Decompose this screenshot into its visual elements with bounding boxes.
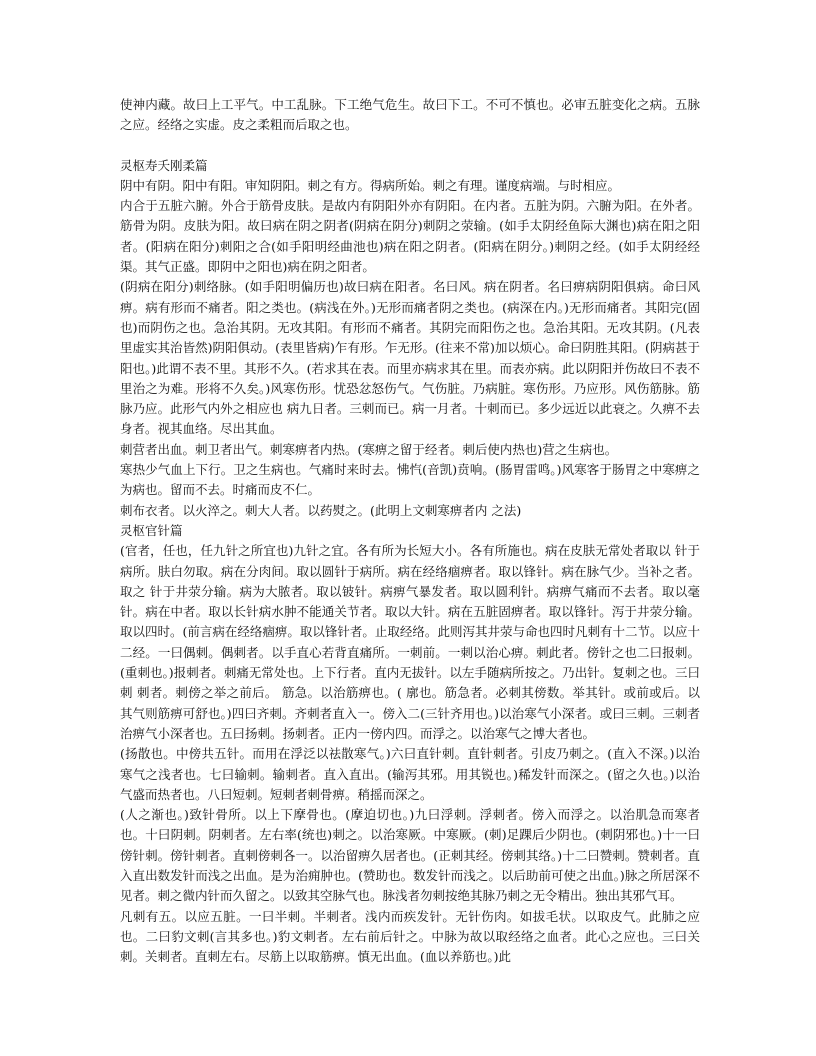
- document-page: [120, 95, 700, 967]
- section-title-shouyao-gangrou: 灵枢寿夭刚柔篇: [120, 157, 208, 173]
- section1-paragraph: 寒热少气血上下行。卫之生病也。气痛时来时去。怫忾(音凯)贲响。(肠胃雷鸣。)风寒客于肠胃之中寒痹之为病也。留而不去。时痛而皮不仁。: [120, 462, 700, 498]
- intro-paragraph: 使神内藏。故曰上工平气。中工乱脉。下工绝气危生。故曰下工。不可不慎也。必审五脏变化之病。五脉之应。经络之实虚。皮之柔粗而后取之也。: [120, 97, 700, 133]
- section1-paragraph: 内合于五脏六腑。外合于筋骨皮肤。是故内有阴阳外亦有阴阳。在内者。五脏为阴。六腑为阳。在外者。筋骨为阴。皮肤为阳。故曰病在阴之阴者(阴病在阴分)刺阴之荥输。(如手太阴经鱼际大渊也)病在阳之阳者。(阳病在阳分)刺阳之合(如手阳明经曲池也)病在阳之阴者。(阳病在阴分。)刺阴之经。(如手太阴经经渠。其气正盛。即阴中之阳也)病在阴之阳者。: [120, 198, 700, 275]
- section1-paragraph: (阴病在阳分)刺络脉。(如手阳明偏历也)故曰病在阳者。名曰风。病在阴者。名曰痹病阴阳俱病。命曰风痹。病有形而不痛者。阳之类也。(病浅在外。)无形而痛者阴之类也。(病深在内。)无形而痛者。其阳完(固也)而阴伤之也。急治其阴。无攻其阳。有形而不痛者。其阴完而阳伤之也。急治其阳。无攻其阴。(凡表里虚实其治皆然)阴阳俱动。(表里皆病)乍有形。乍无形。(往来不常)加以烦心。命曰阴胜其阳。(阴病甚于阳也。)此谓不表不里。其形不久。(若求其在表。而里亦病求其在里。而表亦病。此以阴阳并伤故曰不表不里治之为难。形将不久矣。)风寒伤形。忧恐忿怒伤气。气伤脏。乃病脏。寒伤形。乃应形。风伤筋脉。筋脉乃应。此形气内外之相应也 病九日者。三刺而已。病一月者。十刺而已。多少远近以此衰之。久痹不去身者。视其血络。尽出其血。: [120, 279, 700, 437]
- section1-paragraph: 刺布衣者。以火淬之。刺大人者。以药熨之。(此明上文刺寒痹者内 之法): [120, 502, 522, 518]
- section1-paragraph: 刺营者出血。刺卫者出气。刺寒痹者内热。(寒痹之留于经者。刺后使内热也)营之生病也。: [120, 441, 618, 457]
- section2-paragraph: (人之渐也。)致针骨所。以上下摩骨也。(摩迫切也。)九曰浮刺。浮刺者。傍入而浮之。以治肌急而寒者也。十曰阴刺。阴刺者。左右率(统也)刺之。以治寒厥。中寒厥。(刺)足踝后少阴也。(刺阴邪也。)十一曰傍针刺。傍针刺者。直刺傍刺各一。以治留痹久居者也。(正刺其经。傍刺其络。)十二曰赞刺。赞刺者。直入直出数发针而浅之出血。是为治痈肿也。(赞助也。数发针而浅之。以后助前可使之出血。)脉之所居深不见者。刺之微内针而久留之。以致其空脉气也。脉浅者勿刺按绝其脉乃刺之无令精出。独出其邪气耳。: [120, 807, 700, 904]
- section2-paragraph: (扬散也。中傍共五针。而用在浮泛以祛散寒气。)六曰直针刺。直针刺者。引皮乃刺之。(直入不深。)以治寒气之浅者也。七曰输刺。输刺者。直入直出。(输泻其邪。用其锐也。)稀发针而深之。(留之久也。)以治气盛而热者也。八曰短刺。短刺者刺骨痹。稍摇而深之。: [120, 746, 700, 802]
- paragraph-gap: [120, 136, 700, 156]
- section1-paragraph: 阴中有阴。阳中有阳。审知阴阳。刺之有方。得病所始。刺之有理。谨度病端。与时相应。: [120, 177, 621, 193]
- section2-paragraph: 凡刺有五。以应五脏。一曰半刺。半刺者。浅内而疾发针。无针伤肉。如拔毛状。以取皮气。此肺之应也。二曰豹文刺(言其多也。)豹文刺者。左右前后针之。中脉为故以取经络之血者。此心之应也。三曰关刺。关刺者。直刺左右。尽筋上以取筋痹。慎无出血。(血以养筋也。)此: [120, 908, 700, 965]
- section2-paragraph: (官者，任也，任九针之所宜也)九针之宜。各有所为长短大小。各有所施也。病在皮肤无常处者取以 针于病所。肤白勿取。病在分肉间。取以圆针于病所。病在经络痼痹者。取以锋针。病在脉气少。当补之者。取之 针于井荥分输。病为大脓者。取以铍针。病痹气暴发者。取以圆利针。病痹气痛而不去者。取以毫针。病在中者。取以长针病水肿不能通关节者。取以大针。病在五脏固痹者。取以锋针。泻于井荥分输。取以四时。(前言病在经络痼痹。取以锋针者。止取经络。此则泻其井荥与命也四时凡刺有十二节。以应十二经。一曰偶刺。偶刺者。以手直心若背直痛所。一刺前。一刺以治心痹。刺此者。傍针之也二曰报刺。(重刺也。)报刺者。刺痛无常处也。上下行者。直内无拔针。以左手随病所按之。乃出针。复刺之也。三曰 刺 刺者。刺傍之举之前后。 筋急。以治筋痹也。( 廓也。筋急者。必刺其傍数。举其针。或前或后。以 其气则筋痹可舒也。)四曰齐刺。齐刺者直入一。傍入二(三针齐用也。)以治寒气小深者。或曰三刺。三刺者治痹气小深者也。五曰扬刺。扬刺者。正内一傍内四。而浮之。以治寒气之博大者也。: [120, 543, 700, 741]
- section-title-guanzhen: 灵枢官针篇: [120, 522, 183, 538]
